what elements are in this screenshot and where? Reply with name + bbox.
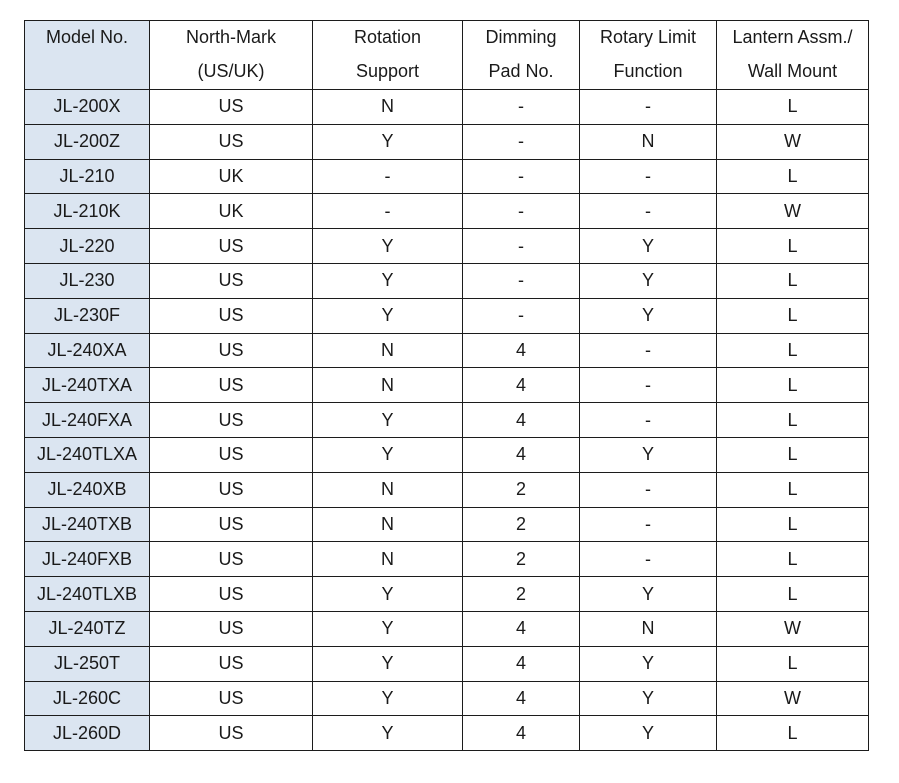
model-cell: JL-210 [25,159,150,194]
rotary-limit-cell: - [580,507,717,542]
rotary-limit-cell: - [580,542,717,577]
model-cell: JL-240TZ [25,611,150,646]
table-row [25,194,869,229]
north-mark-cell: US [150,611,313,646]
rotary-limit-cell: Y [580,263,717,298]
lantern-wall-mount-cell: L [717,646,869,681]
table-row [25,159,869,194]
header-label-line2: Pad No. [488,61,554,81]
rotary-limit-cell: Y [580,229,717,264]
dimming-pad-cell: 2 [463,577,580,612]
model-cell: JL-200X [25,90,150,125]
dimming-pad-cell: 4 [463,646,580,681]
north-mark-cell: US [150,716,313,751]
lantern-wall-mount-header [717,21,869,90]
lantern-wall-mount-cell: L [717,333,869,368]
north-mark-cell: US [150,403,313,438]
model-cell: JL-230F [25,298,150,333]
rotation-support-cell: - [313,159,463,194]
table-row [25,472,869,507]
header-label-line2: Function [613,61,683,81]
header-label-line1: Rotary Limit [599,27,697,47]
rotation-support-cell: N [313,542,463,577]
north-mark-cell: US [150,298,313,333]
table-row [25,681,869,716]
rotation-support-cell: N [313,333,463,368]
rotary-limit-cell: - [580,333,717,368]
table-row [25,507,869,542]
table-row [25,368,869,403]
table-header [25,21,869,90]
rotary-limit-cell: - [580,90,717,125]
lantern-wall-mount-cell: W [717,611,869,646]
rotary-limit-cell: Y [580,646,717,681]
lantern-wall-mount-cell: L [717,159,869,194]
dimming-pad-cell: 2 [463,472,580,507]
header-label-line1: Dimming [485,27,557,47]
north-mark-cell: US [150,542,313,577]
lantern-wall-mount-cell: W [717,124,869,159]
dimming-pad-header [463,21,580,90]
table-row [25,437,869,472]
dimming-pad-cell: - [463,298,580,333]
dimming-pad-cell: 4 [463,333,580,368]
rotation-support-cell: N [313,507,463,542]
header-label-line2: Support [355,61,420,81]
north-mark-cell: US [150,229,313,264]
lantern-wall-mount-cell: L [717,229,869,264]
table-row [25,577,869,612]
rotary-limit-cell: N [580,124,717,159]
lantern-wall-mount-cell: L [717,472,869,507]
rotation-support-cell: - [313,194,463,229]
rotation-support-cell: Y [313,403,463,438]
north-mark-cell: US [150,90,313,125]
table-body [25,90,869,751]
model-cell: JL-240TLXA [25,437,150,472]
rotation-support-cell: Y [313,716,463,751]
rotation-support-cell: Y [313,298,463,333]
table-row [25,542,869,577]
dimming-pad-cell: - [463,124,580,159]
rotation-support-header [313,21,463,90]
rotary-limit-cell: - [580,159,717,194]
model-cell: JL-250T [25,646,150,681]
dimming-pad-cell: 4 [463,437,580,472]
table-row [25,124,869,159]
lantern-wall-mount-cell: L [717,577,869,612]
rotation-support-cell: N [313,368,463,403]
table-row [25,298,869,333]
lantern-wall-mount-cell: L [717,90,869,125]
dimming-pad-cell: 4 [463,611,580,646]
rotary-limit-cell: - [580,403,717,438]
north-mark-cell: US [150,507,313,542]
table-row [25,229,869,264]
rotary-limit-cell: - [580,472,717,507]
model-cell: JL-210K [25,194,150,229]
north-mark-cell: US [150,646,313,681]
north-mark-header [150,21,313,90]
lantern-wall-mount-cell: L [717,507,869,542]
dimming-pad-cell: - [463,159,580,194]
rotation-support-cell: N [313,90,463,125]
lantern-wall-mount-cell: L [717,437,869,472]
rotary-limit-cell: Y [580,577,717,612]
dimming-pad-cell: - [463,263,580,298]
model-cell: JL-220 [25,229,150,264]
rotation-support-cell: Y [313,577,463,612]
header-row [25,21,869,90]
rotation-support-cell: Y [313,124,463,159]
model-cell: JL-260D [25,716,150,751]
lantern-wall-mount-cell: L [717,542,869,577]
rotation-support-cell: Y [313,229,463,264]
table-row [25,263,869,298]
model-cell: JL-240FXB [25,542,150,577]
north-mark-cell: US [150,124,313,159]
model-spec-table [24,20,869,751]
dimming-pad-cell: 4 [463,403,580,438]
header-label-line2: (US/UK) [197,61,265,81]
dimming-pad-cell: - [463,90,580,125]
table-row [25,646,869,681]
table-row [25,611,869,646]
rotary-limit-cell: Y [580,298,717,333]
rotation-support-cell: Y [313,646,463,681]
model-cell: JL-230 [25,263,150,298]
north-mark-cell: US [150,368,313,403]
model-cell: JL-240XB [25,472,150,507]
lantern-wall-mount-cell: W [717,681,869,716]
rotation-support-cell: Y [313,611,463,646]
rotation-support-cell: Y [313,263,463,298]
table-row [25,90,869,125]
lantern-wall-mount-cell: L [717,298,869,333]
north-mark-cell: UK [150,159,313,194]
rotary-limit-cell: N [580,611,717,646]
dimming-pad-cell: 4 [463,368,580,403]
model-cell: JL-200Z [25,124,150,159]
dimming-pad-cell: 2 [463,542,580,577]
lantern-wall-mount-cell: W [717,194,869,229]
model-cell: JL-240XA [25,333,150,368]
lantern-wall-mount-cell: L [717,263,869,298]
dimming-pad-cell: - [463,229,580,264]
table-row [25,333,869,368]
rotation-support-cell: Y [313,681,463,716]
header-label-line1: North-Mark [185,27,276,47]
north-mark-cell: US [150,437,313,472]
north-mark-cell: US [150,681,313,716]
model-cell: JL-240TXB [25,507,150,542]
table-row [25,403,869,438]
model-cell: JL-240TLXB [25,577,150,612]
dimming-pad-cell: 4 [463,716,580,751]
model-cell: JL-240TXA [25,368,150,403]
rotary-limit-cell: Y [580,681,717,716]
north-mark-cell: US [150,263,313,298]
model-cell: JL-260C [25,681,150,716]
model-no-header [25,21,150,90]
table-row [25,716,869,751]
north-mark-cell: US [150,577,313,612]
lantern-wall-mount-cell: L [717,368,869,403]
rotation-support-cell: N [313,472,463,507]
rotary-limit-cell: - [580,194,717,229]
rotary-limit-cell: Y [580,716,717,751]
rotary-limit-cell: Y [580,437,717,472]
header-label-line1: Lantern Assm./ [732,27,853,47]
rotation-support-cell: Y [313,437,463,472]
lantern-wall-mount-cell: L [717,716,869,751]
model-cell: JL-240FXA [25,403,150,438]
north-mark-cell: UK [150,194,313,229]
rotary-limit-cell: - [580,368,717,403]
header-label-line1: Rotation [353,27,422,47]
header-label-line2: Wall Mount [747,61,838,81]
dimming-pad-cell: 2 [463,507,580,542]
lantern-wall-mount-cell: L [717,403,869,438]
north-mark-cell: US [150,333,313,368]
header-label-line1: Model No. [45,27,129,47]
north-mark-cell: US [150,472,313,507]
rotary-limit-header [580,21,717,90]
dimming-pad-cell: - [463,194,580,229]
dimming-pad-cell: 4 [463,681,580,716]
